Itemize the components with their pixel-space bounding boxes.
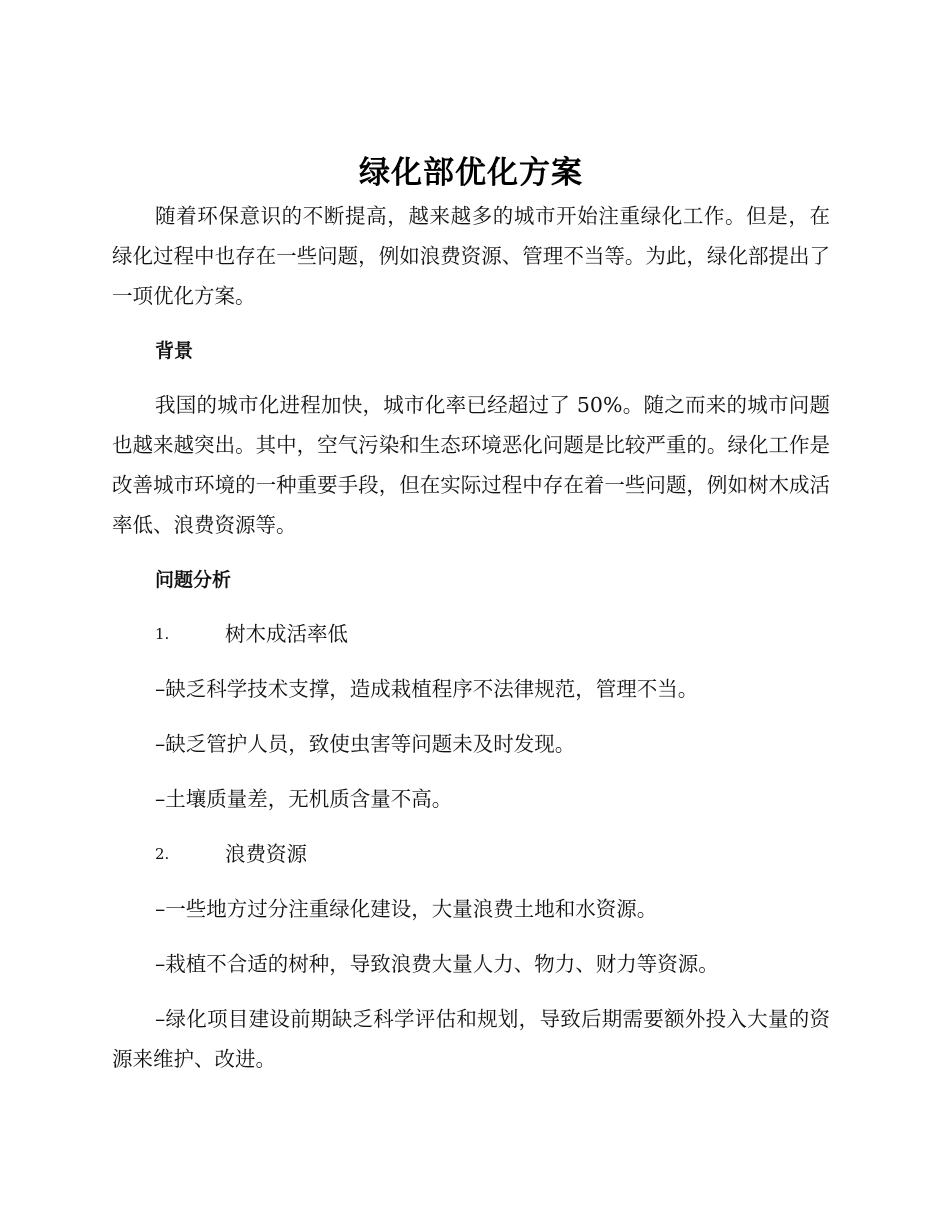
background-paragraph: 我国的城市化进程加快，城市化率已经超过了 50%。随之而来的城市问题也越来越突出。其中，空气污染和生态环境恶化问题是比较严重的。绿化工作是改善城市环境的一种重要手段，但在实际过程中存在着一些问题，例如树木成活率低、浪费资源等。 <box>112 393 830 537</box>
bullet-item: –一些地方过分注重绿化建设，大量浪费土地和水资源。 <box>155 897 658 921</box>
list-number: 2. <box>155 845 170 863</box>
document-title: 绿化部优化方案 <box>359 155 583 191</box>
bullet-item: –缺乏科学技术支撑，造成栽植程序不法律规范，管理不当。 <box>155 677 699 701</box>
bullet-item: –缺乏管护人员，致使虫害等问题未及时发现。 <box>155 732 576 756</box>
list-item-label: 树木成活率低 <box>225 622 348 646</box>
bullet-item: –土壤质量差，无机质含量不高。 <box>155 787 453 811</box>
analysis-list-item-2 <box>112 834 830 874</box>
section-heading-analysis: 问题分析 <box>155 569 232 591</box>
bullet-item: –绿化项目建设前期缺乏科学评估和规划，导致后期需要额外投入大量的资源来维护、改进。 <box>112 1007 830 1071</box>
list-number: 1. <box>155 625 170 643</box>
analysis-list-item-1 <box>112 614 830 654</box>
list-item-label: 浪费资源 <box>225 842 307 866</box>
document-page <box>112 150 830 1079</box>
bullet-item: –栽植不合适的树种，导致浪费大量人力、物力、财力等资源。 <box>155 952 719 976</box>
section-heading-background: 背景 <box>155 340 194 362</box>
intro-paragraph: 随着环保意识的不断提高，越来越多的城市开始注重绿化工作。但是，在绿化过程中也存在一些问题，例如浪费资源、管理不当等。为此，绿化部提出了一项优化方案。 <box>112 204 830 308</box>
